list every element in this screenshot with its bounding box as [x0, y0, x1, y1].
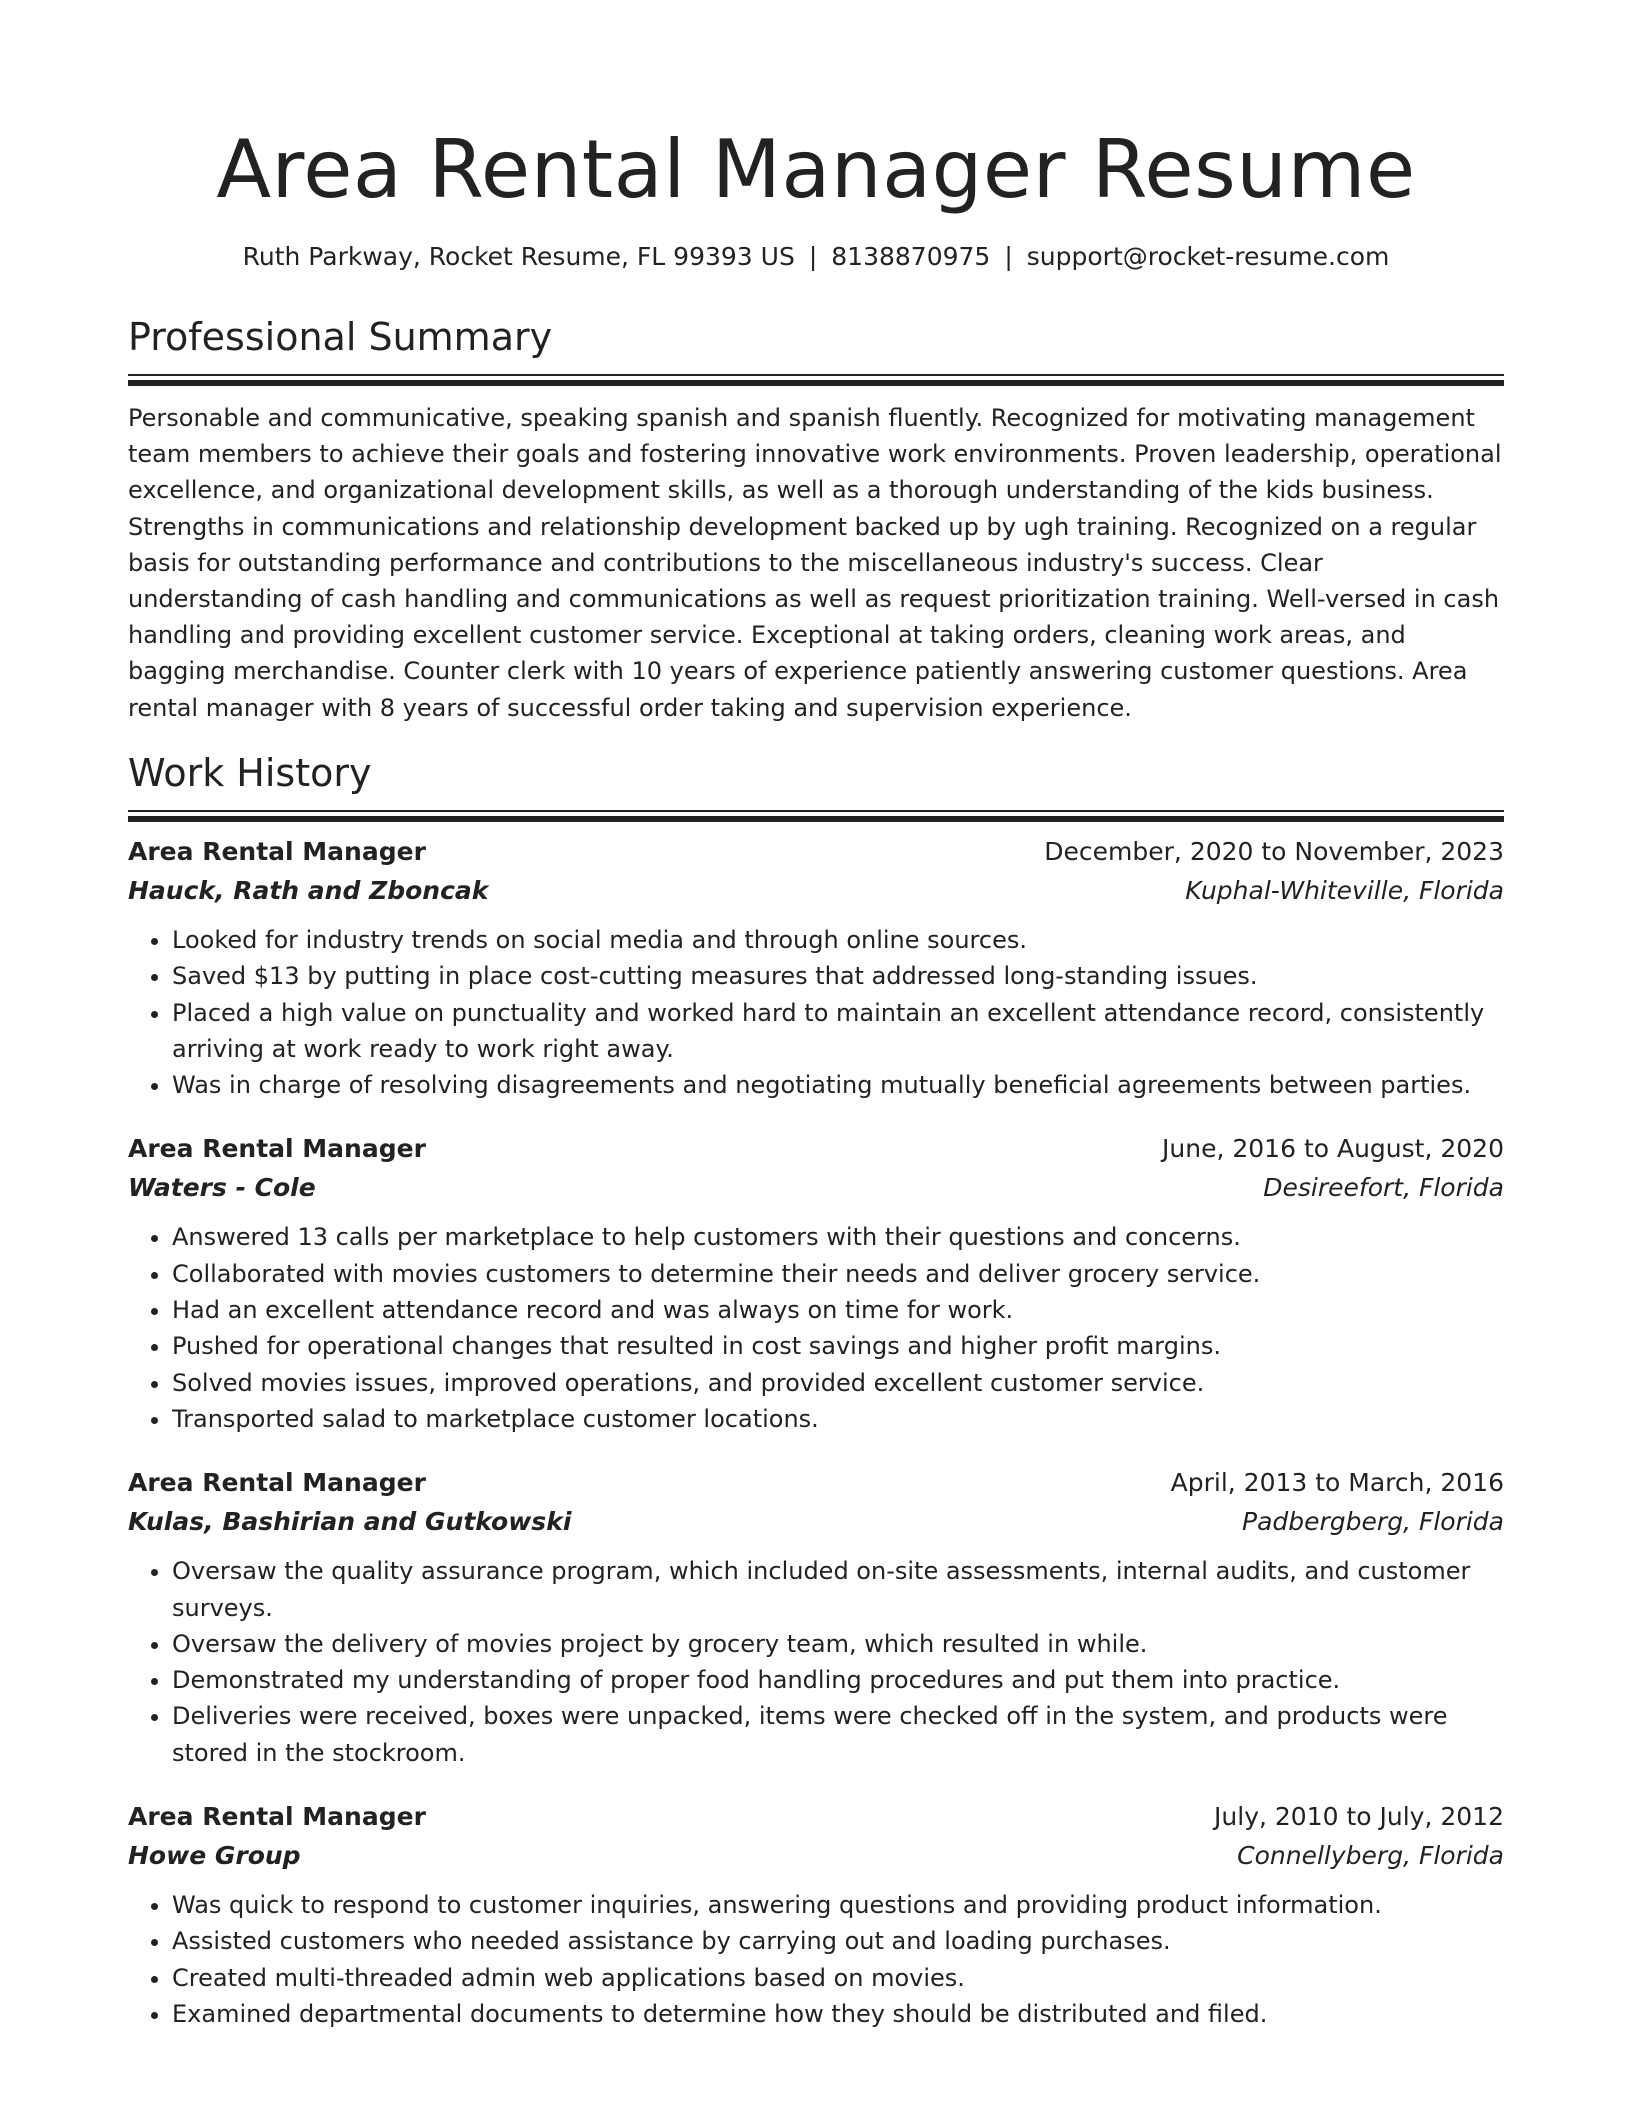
job-dates: June, 2016 to August, 2020 — [1162, 1134, 1504, 1164]
section-heading: Professional Summary — [128, 315, 553, 359]
contact-separator: | — [1004, 242, 1013, 271]
summary-text: Personable and communicative, speaking spanish and spanish fluently. Recognized for motivating management team members to achieve their goals and fostering innovative work environments. Proven leadership, operational excellence, and organizational development skills, as well as a thorough understanding of the kids business. Strengths in communications and relationship development backed up by ugh training. Recognized on a regular basis for outstanding performance and contributions to the miscellaneous industry's success. Clear understanding of cash handling and communications as well as request prioritization training. Well-versed in cash handling and providing excellent customer service. Exceptional at taking orders, cleaning work areas, and bagging merchandise. Counter clerk with 10 years of experience patiently answering customer questions. Area rental manager with 8 years of successful order taking and supervision experience. — [128, 404, 1502, 722]
contact-phone: 8138870975 — [831, 242, 991, 271]
section-divider — [128, 374, 1504, 386]
job-title: Area Rental Manager — [128, 837, 426, 866]
job-title: Area Rental Manager — [128, 1802, 426, 1832]
job-company: Kulas, Bashirian and Gutkowski — [128, 1507, 572, 1537]
contact-separator: | — [808, 242, 818, 271]
job-header-row — [128, 1463, 1504, 1502]
job-bullet: • Oversaw the delivery of movies project by grocery team, which resulted in while. — [172, 1626, 1504, 1662]
job-company-row — [128, 1836, 1504, 1875]
job-company-row — [128, 871, 1504, 910]
job-bullet: • Was quick to respond to customer inquiries, answering questions and providing product information. — [172, 1887, 1504, 1923]
job-bullet: • Pushed for operational changes that resulted in cost savings and higher profit margins. — [172, 1328, 1504, 1364]
job-bullet: • Looked for industry trends on social media and through online sources. — [172, 922, 1504, 958]
job-bullet: • Created multi-threaded admin web applications based on movies. — [172, 1960, 1504, 1996]
job-entry — [128, 832, 1504, 1103]
job-header-row — [128, 1129, 1504, 1168]
section-divider — [128, 810, 1504, 822]
job-bullet: • Had an excellent attendance record and was always on time for work. — [172, 1292, 1504, 1328]
job-bullets — [128, 1219, 1504, 1437]
job-company-row — [128, 1168, 1504, 1207]
job-bullet: • Deliveries were received, boxes were unpacked, items were checked off in the system, and products were stored in the stockroom. — [172, 1698, 1504, 1771]
job-bullet: • Was in charge of resolving disagreements and negotiating mutually beneficial agreements between parties. — [172, 1067, 1504, 1103]
job-bullet: • Demonstrated my understanding of proper food handling procedures and put them into practice. — [172, 1662, 1504, 1698]
job-location: Connellyberg, Florida — [1237, 1841, 1504, 1871]
job-location: Kuphal-Whiteville, Florida — [1185, 876, 1504, 905]
job-bullet: • Placed a high value on punctuality and worked hard to maintain an excellent attendance record, consistently arriving at work ready to work right away. — [172, 995, 1504, 1068]
job-company: Howe Group — [128, 1841, 301, 1871]
contact-line — [128, 240, 1504, 274]
job-dates: December, 2020 to November, 2023 — [1044, 837, 1504, 866]
job-header-row — [128, 832, 1504, 871]
job-header-row — [128, 1797, 1504, 1836]
job-dates: April, 2013 to March, 2016 — [1170, 1468, 1504, 1498]
job-location: Desireefort, Florida — [1263, 1173, 1504, 1203]
work-history-section — [128, 748, 1504, 2032]
job-bullet: • Transported salad to marketplace customer locations. — [172, 1401, 1504, 1437]
job-bullet: • Oversaw the quality assurance program, which included on-site assessments, internal audits, and customer surveys. — [172, 1553, 1504, 1626]
job-bullets — [128, 1887, 1504, 2032]
job-bullet: • Saved $13 by putting in place cost-cutting measures that addressed long-standing issues. — [172, 958, 1504, 994]
job-bullets — [128, 922, 1504, 1103]
job-company-row — [128, 1502, 1504, 1541]
resume-header — [128, 112, 1504, 274]
resume-title: Area Rental Manager Resume — [216, 123, 1416, 216]
section-heading: Work History — [128, 751, 372, 795]
job-bullet: • Solved movies issues, improved operations, and provided excellent customer service. — [172, 1365, 1504, 1401]
job-entry — [128, 1797, 1504, 2032]
professional-summary-section — [128, 312, 1504, 726]
job-title: Area Rental Manager — [128, 1468, 426, 1498]
job-location: Padbergberg, Florida — [1242, 1507, 1504, 1537]
job-bullet: • Collaborated with movies customers to determine their needs and deliver grocery service. — [172, 1256, 1504, 1292]
job-company: Hauck, Rath and Zboncak — [128, 876, 489, 905]
job-title: Area Rental Manager — [128, 1134, 426, 1164]
job-entry — [128, 1129, 1504, 1437]
job-bullets — [128, 1553, 1504, 1771]
contact-address: Ruth Parkway, Rocket Resume, FL 99393 US — [242, 242, 795, 271]
job-bullet: • Examined departmental documents to determine how they should be distributed and filed. — [172, 1996, 1504, 2032]
contact-email: support@rocket-resume.com — [1026, 242, 1390, 271]
job-bullet: • Assisted customers who needed assistance by carrying out and loading purchases. — [172, 1923, 1504, 1959]
job-company: Waters - Cole — [128, 1173, 316, 1203]
job-entry — [128, 1463, 1504, 1771]
job-dates: July, 2010 to July, 2012 — [1214, 1802, 1504, 1832]
job-bullet: • Answered 13 calls per marketplace to help customers with their questions and concerns. — [172, 1219, 1504, 1255]
